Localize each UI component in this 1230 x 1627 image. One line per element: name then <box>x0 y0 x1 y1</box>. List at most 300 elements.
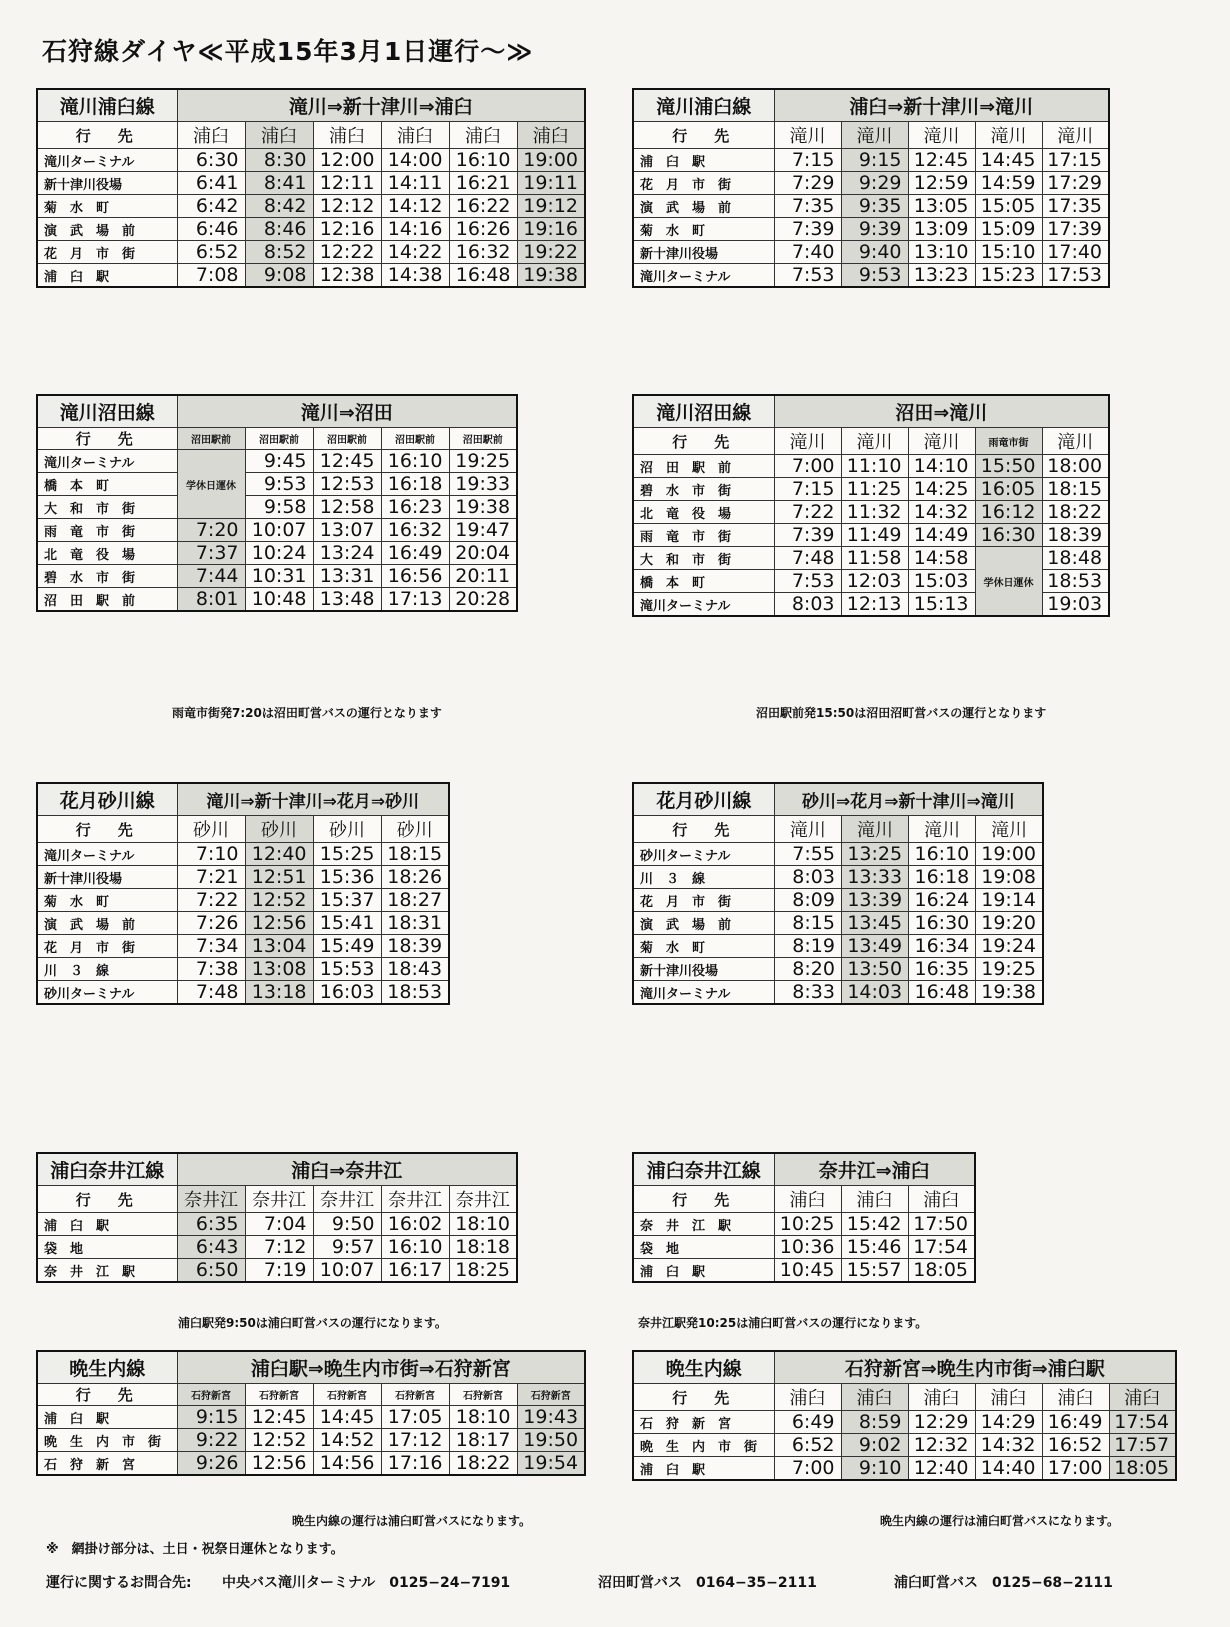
time-cell: 12:45 <box>245 1406 313 1429</box>
dest-cell: 浦臼 <box>841 1186 908 1213</box>
time-cell: 16:48 <box>909 981 976 1005</box>
time-cell: 9:35 <box>841 195 908 218</box>
time-cell: 17:40 <box>1042 241 1109 264</box>
time-cell: 19:25 <box>449 450 517 473</box>
time-cell: 14:45 <box>313 1406 381 1429</box>
dest-cell: 雨竜市街 <box>975 428 1042 455</box>
time-cell: 19:03 <box>1042 593 1109 617</box>
time-cell: 18:53 <box>1042 570 1109 593</box>
time-cell: 9:26 <box>177 1452 245 1476</box>
stop-name: 沼 田 駅 前 <box>633 455 774 478</box>
time-cell: 18:53 <box>381 981 449 1005</box>
dest-cell: 砂川 <box>177 816 245 843</box>
time-cell: 18:10 <box>449 1406 517 1429</box>
dest-cell: 奈井江 <box>245 1186 313 1213</box>
time-cell: 16:49 <box>1042 1411 1109 1434</box>
time-cell: 9:58 <box>245 496 313 519</box>
time-cell: 13:05 <box>908 195 975 218</box>
dest-cell: 浦臼 <box>517 122 585 149</box>
dest-cell: 砂川 <box>381 816 449 843</box>
time-cell: 8:15 <box>774 912 841 935</box>
time-cell: 18:10 <box>449 1213 517 1236</box>
time-cell: 8:09 <box>774 889 841 912</box>
time-cell: 8:03 <box>774 866 841 889</box>
time-cell: 14:56 <box>313 1452 381 1476</box>
time-cell: 7:34 <box>177 935 245 958</box>
time-cell: 16:32 <box>381 519 449 542</box>
time-cell: 12:52 <box>245 1429 313 1452</box>
timetable-osokinai-inbound <box>632 1350 1177 1481</box>
time-cell: 9:53 <box>841 264 908 288</box>
timetable-takikawa-numata-inbound <box>632 394 1110 617</box>
time-cell: 17:53 <box>1042 264 1109 288</box>
dest-cell: 石狩新宮 <box>449 1384 517 1406</box>
time-cell: 19:38 <box>449 496 517 519</box>
stop-name: 演 武 場 前 <box>37 218 177 241</box>
dest-cell: 沼田駅前 <box>245 428 313 450</box>
dest-cell: 奈井江 <box>381 1186 449 1213</box>
dest-cell: 滝川 <box>1042 428 1109 455</box>
route-name: 花月砂川線 <box>37 783 177 816</box>
stop-name: 浦 臼 駅 <box>633 149 774 172</box>
time-cell: 7:39 <box>774 218 841 241</box>
time-cell: 7:35 <box>774 195 841 218</box>
time-cell: 7:12 <box>245 1236 313 1259</box>
stop-name: 北 竜 役 場 <box>633 501 774 524</box>
time-cell: 14:52 <box>313 1429 381 1452</box>
route-note: 沼田駅前発15:50は沼田沼町営バスの運行となります <box>756 706 1047 720</box>
time-cell: 17:35 <box>1042 195 1109 218</box>
time-cell: 18:39 <box>1042 524 1109 547</box>
time-cell: 13:04 <box>245 935 313 958</box>
time-cell: 16:22 <box>449 195 517 218</box>
time-cell: 15:05 <box>975 195 1042 218</box>
stop-name: 沼 田 駅 前 <box>37 588 177 612</box>
time-cell: 16:10 <box>909 843 976 866</box>
time-cell: 16:56 <box>381 565 449 588</box>
stop-name: 雨 竜 市 街 <box>37 519 177 542</box>
dest-cell: 浦臼 <box>1109 1384 1176 1411</box>
dest-cell: 石狩新宮 <box>245 1384 313 1406</box>
route-name: 滝川沼田線 <box>37 395 177 428</box>
time-cell: 16:12 <box>975 501 1042 524</box>
time-cell: 10:24 <box>245 542 313 565</box>
time-cell: 16:52 <box>1042 1434 1109 1457</box>
time-cell: 17:57 <box>1109 1434 1176 1457</box>
time-cell: 19:43 <box>517 1406 585 1429</box>
time-cell: 7:37 <box>177 542 245 565</box>
time-cell: 16:10 <box>381 1236 449 1259</box>
time-cell: 17:29 <box>1042 172 1109 195</box>
stop-name: 砂川ターミナル <box>633 843 774 866</box>
time-cell: 14:59 <box>975 172 1042 195</box>
time-cell: 9:50 <box>313 1213 381 1236</box>
stop-name: 菊 水 町 <box>633 935 774 958</box>
time-cell: 12:12 <box>313 195 381 218</box>
time-cell: 14:49 <box>908 524 975 547</box>
time-cell: 9:29 <box>841 172 908 195</box>
time-cell: 15:42 <box>841 1213 908 1236</box>
stop-name: 浦 臼 駅 <box>37 264 177 288</box>
stop-name: 石 狩 新 宮 <box>633 1411 774 1434</box>
stop-name: 新十津川役場 <box>633 241 774 264</box>
stop-name: 川 ３ 線 <box>37 958 177 981</box>
time-cell: 11:49 <box>841 524 908 547</box>
stop-name: 袋 地 <box>37 1236 177 1259</box>
time-cell: 19:38 <box>517 264 585 288</box>
stop-name: 奈 井 江 駅 <box>633 1213 774 1236</box>
time-cell: 7:53 <box>774 264 841 288</box>
time-cell: 14:40 <box>975 1457 1042 1481</box>
time-cell: 19:50 <box>517 1429 585 1452</box>
time-cell: 15:10 <box>975 241 1042 264</box>
time-cell: 7:29 <box>774 172 841 195</box>
time-cell: 14:29 <box>975 1411 1042 1434</box>
stop-name: 浦 臼 駅 <box>37 1406 177 1429</box>
stop-name: 新十津川役場 <box>633 958 774 981</box>
dest-cell: 滝川 <box>908 428 975 455</box>
time-cell: 12:40 <box>908 1457 975 1481</box>
time-cell: 19:16 <box>517 218 585 241</box>
stop-name: 花 月 市 街 <box>633 172 774 195</box>
time-cell: 14:45 <box>975 149 1042 172</box>
time-cell: 7:48 <box>774 547 841 570</box>
route-name: 晩生内線 <box>633 1351 774 1384</box>
time-cell: 19:20 <box>976 912 1043 935</box>
time-cell: 19:00 <box>517 149 585 172</box>
stop-name: 晩 生 内 市 街 <box>633 1434 774 1457</box>
dest-cell: 浦臼 <box>381 122 449 149</box>
time-cell: 10:48 <box>245 588 313 612</box>
time-cell: 17:12 <box>381 1429 449 1452</box>
route-note: 晩生内線の運行は浦臼町営バスになります。 <box>292 1514 532 1528</box>
time-cell: 9:40 <box>841 241 908 264</box>
time-cell: 18:27 <box>381 889 449 912</box>
time-cell: 8:01 <box>177 588 245 612</box>
school-holiday-note: 学休日運休 <box>975 547 1042 617</box>
time-cell: 18:17 <box>449 1429 517 1452</box>
stop-name: 橋 本 町 <box>633 570 774 593</box>
dest-cell: 浦臼 <box>908 1384 975 1411</box>
time-cell: 12:53 <box>313 473 381 496</box>
time-cell: 16:26 <box>449 218 517 241</box>
dest-cell: 浦臼 <box>177 122 245 149</box>
time-cell: 14:32 <box>975 1434 1042 1457</box>
dest-cell: 滝川 <box>841 428 908 455</box>
time-cell: 14:16 <box>381 218 449 241</box>
time-cell: 7:40 <box>774 241 841 264</box>
route-direction: 石狩新宮⇒晩生内市街⇒浦臼駅 <box>774 1351 1176 1384</box>
stop-name: 浦 臼 駅 <box>37 1213 177 1236</box>
time-cell: 18:48 <box>1042 547 1109 570</box>
dest-cell: 石狩新宮 <box>381 1384 449 1406</box>
timetable-urausu-naie-outbound <box>36 1152 518 1283</box>
dest-label: 行 先 <box>633 816 774 843</box>
time-cell: 20:28 <box>449 588 517 612</box>
route-direction: 浦臼⇒新十津川⇒滝川 <box>774 89 1109 122</box>
route-note: 浦臼駅発9:50は浦臼町営バスの運行になります。 <box>178 1316 447 1330</box>
timetable-osokinai-outbound <box>36 1350 586 1476</box>
route-direction: 奈井江⇒浦臼 <box>774 1153 975 1186</box>
time-cell: 12:45 <box>313 450 381 473</box>
time-cell: 11:25 <box>841 478 908 501</box>
dest-cell: 浦臼 <box>774 1186 841 1213</box>
time-cell: 7:26 <box>177 912 245 935</box>
time-cell: 19:14 <box>976 889 1043 912</box>
time-cell: 16:49 <box>381 542 449 565</box>
time-cell: 12:03 <box>841 570 908 593</box>
time-cell: 17:54 <box>1109 1411 1176 1434</box>
route-direction: 滝川⇒新十津川⇒浦臼 <box>177 89 585 122</box>
time-cell: 16:21 <box>449 172 517 195</box>
time-cell: 7:39 <box>774 524 841 547</box>
dest-cell: 石狩新宮 <box>517 1384 585 1406</box>
time-cell: 16:18 <box>381 473 449 496</box>
timetable-takikawa-urausu-inbound <box>632 88 1110 288</box>
dest-label: 行 先 <box>37 816 177 843</box>
route-direction: 浦臼⇒奈井江 <box>177 1153 517 1186</box>
timetable-urausu-naie-inbound <box>632 1152 976 1283</box>
route-name: 滝川浦臼線 <box>37 89 177 122</box>
time-cell: 8:20 <box>774 958 841 981</box>
page-title: 石狩線ダイヤ≪平成15年3月1日運行〜≫ <box>42 37 534 66</box>
route-direction: 沼田⇒滝川 <box>774 395 1109 428</box>
time-cell: 14:10 <box>908 455 975 478</box>
time-cell: 16:18 <box>909 866 976 889</box>
time-cell: 12:29 <box>908 1411 975 1434</box>
time-cell: 15:37 <box>313 889 381 912</box>
time-cell: 16:17 <box>381 1259 449 1283</box>
stop-name: 新十津川役場 <box>37 172 177 195</box>
time-cell: 19:33 <box>449 473 517 496</box>
time-cell: 9:02 <box>841 1434 908 1457</box>
route-direction: 浦臼駅⇒晩生内市街⇒石狩新宮 <box>177 1351 585 1384</box>
time-cell: 15:41 <box>313 912 381 935</box>
time-cell: 16:35 <box>909 958 976 981</box>
dest-cell: 石狩新宮 <box>177 1384 245 1406</box>
time-cell: 14:12 <box>381 195 449 218</box>
dest-cell: 滝川 <box>774 428 841 455</box>
stop-name: 菊 水 町 <box>37 195 177 218</box>
stop-name: 菊 水 町 <box>633 218 774 241</box>
time-cell: 6:52 <box>177 241 245 264</box>
time-cell: 16:10 <box>449 149 517 172</box>
time-cell: 12:40 <box>245 843 313 866</box>
time-cell: 18:18 <box>449 1236 517 1259</box>
time-cell: 18:15 <box>381 843 449 866</box>
time-cell: 18:22 <box>449 1452 517 1476</box>
dest-cell: 滝川 <box>774 816 841 843</box>
time-cell: 9:15 <box>841 149 908 172</box>
time-cell: 13:18 <box>245 981 313 1005</box>
dest-cell: 砂川 <box>245 816 313 843</box>
time-cell: 14:32 <box>908 501 975 524</box>
dest-cell: 沼田駅前 <box>313 428 381 450</box>
time-cell: 14:25 <box>908 478 975 501</box>
time-cell: 12:00 <box>313 149 381 172</box>
time-cell: 10:25 <box>774 1213 841 1236</box>
route-direction: 滝川⇒新十津川⇒花月⇒砂川 <box>177 783 449 816</box>
stop-name: 新十津川役場 <box>37 866 177 889</box>
time-cell: 14:11 <box>381 172 449 195</box>
dest-cell: 浦臼 <box>1042 1384 1109 1411</box>
stop-name: 滝川ターミナル <box>633 981 774 1005</box>
stop-name: 大 和 市 街 <box>37 496 177 519</box>
time-cell: 9:10 <box>841 1457 908 1481</box>
time-cell: 18:43 <box>381 958 449 981</box>
dest-label: 行 先 <box>37 1186 177 1213</box>
time-cell: 11:58 <box>841 547 908 570</box>
time-cell: 15:46 <box>841 1236 908 1259</box>
time-cell: 7:38 <box>177 958 245 981</box>
route-name: 滝川沼田線 <box>633 395 774 428</box>
time-cell: 15:03 <box>908 570 975 593</box>
stop-name: 石 狩 新 宮 <box>37 1452 177 1476</box>
time-cell: 10:07 <box>313 1259 381 1283</box>
time-cell: 18:05 <box>908 1259 975 1283</box>
timetable-takikawa-urausu-outbound <box>36 88 586 288</box>
time-cell: 12:32 <box>908 1434 975 1457</box>
time-cell: 17:13 <box>381 588 449 612</box>
stop-name: 浦 臼 駅 <box>633 1259 774 1283</box>
time-cell: 13:33 <box>841 866 908 889</box>
time-cell: 16:30 <box>909 912 976 935</box>
time-cell: 8:59 <box>841 1411 908 1434</box>
stop-name: 晩 生 内 市 街 <box>37 1429 177 1452</box>
time-cell: 6:50 <box>177 1259 245 1283</box>
time-cell: 16:10 <box>381 450 449 473</box>
time-cell: 7:55 <box>774 843 841 866</box>
time-cell: 6:52 <box>774 1434 841 1457</box>
time-cell: 15:36 <box>313 866 381 889</box>
time-cell: 13:23 <box>908 264 975 288</box>
stop-name: 川 ３ 線 <box>633 866 774 889</box>
dest-cell: 沼田駅前 <box>381 428 449 450</box>
time-cell: 18:22 <box>1042 501 1109 524</box>
dest-label: 行 先 <box>37 1384 177 1406</box>
dest-cell: 砂川 <box>313 816 381 843</box>
dest-cell: 浦臼 <box>449 122 517 149</box>
time-cell: 19:12 <box>517 195 585 218</box>
time-cell: 7:15 <box>774 149 841 172</box>
time-cell: 12:45 <box>908 149 975 172</box>
dest-label: 行 先 <box>633 1384 774 1411</box>
time-cell: 7:48 <box>177 981 245 1005</box>
time-cell: 17:05 <box>381 1406 449 1429</box>
time-cell: 17:00 <box>1042 1457 1109 1481</box>
time-cell: 7:21 <box>177 866 245 889</box>
dest-label: 行 先 <box>37 428 177 450</box>
time-cell: 18:39 <box>381 935 449 958</box>
dest-cell: 滝川 <box>908 122 975 149</box>
time-cell: 13:48 <box>313 588 381 612</box>
stop-name: 演 武 場 前 <box>37 912 177 935</box>
time-cell: 6:43 <box>177 1236 245 1259</box>
time-cell: 15:53 <box>313 958 381 981</box>
time-cell: 19:00 <box>976 843 1043 866</box>
time-cell: 19:47 <box>449 519 517 542</box>
time-cell: 19:24 <box>976 935 1043 958</box>
time-cell: 10:45 <box>774 1259 841 1283</box>
time-cell: 12:59 <box>908 172 975 195</box>
timetable-kagetsu-sunagawa-inbound <box>632 782 1044 1005</box>
time-cell: 17:15 <box>1042 149 1109 172</box>
time-cell: 8:46 <box>245 218 313 241</box>
time-cell: 19:25 <box>976 958 1043 981</box>
time-cell: 12:52 <box>245 889 313 912</box>
time-cell: 7:08 <box>177 264 245 288</box>
time-cell: 12:38 <box>313 264 381 288</box>
time-cell: 15:25 <box>313 843 381 866</box>
time-cell: 10:36 <box>774 1236 841 1259</box>
dest-cell: 浦臼 <box>245 122 313 149</box>
dest-cell: 滝川 <box>774 122 841 149</box>
time-cell: 12:58 <box>313 496 381 519</box>
dest-label: 行 先 <box>633 428 774 455</box>
dest-cell: 石狩新宮 <box>313 1384 381 1406</box>
time-cell: 14:38 <box>381 264 449 288</box>
contact-chuo-bus: 中央バス滝川ターミナル 0125−24−7191 <box>222 1575 511 1591</box>
contact-numata-bus: 沼田町営バス 0164−35−2111 <box>598 1575 817 1591</box>
stop-name: 砂川ターミナル <box>37 981 177 1005</box>
timetable-takikawa-numata-outbound <box>36 394 518 612</box>
time-cell: 15:57 <box>841 1259 908 1283</box>
time-cell: 18:25 <box>449 1259 517 1283</box>
time-cell: 19:22 <box>517 241 585 264</box>
time-cell: 19:38 <box>976 981 1043 1005</box>
time-cell: 10:07 <box>245 519 313 542</box>
time-cell: 15:49 <box>313 935 381 958</box>
time-cell: 16:32 <box>449 241 517 264</box>
dest-cell: 奈井江 <box>313 1186 381 1213</box>
time-cell: 6:42 <box>177 195 245 218</box>
time-cell: 7:15 <box>774 478 841 501</box>
weekend-note: ※ 網掛け部分は、土日・祝祭日運休となります。 <box>46 1542 344 1557</box>
time-cell: 17:39 <box>1042 218 1109 241</box>
time-cell: 18:00 <box>1042 455 1109 478</box>
time-cell: 20:11 <box>449 565 517 588</box>
time-cell: 13:39 <box>841 889 908 912</box>
time-cell: 6:30 <box>177 149 245 172</box>
time-cell: 12:56 <box>245 1452 313 1476</box>
dest-cell: 滝川 <box>841 816 908 843</box>
time-cell: 13:50 <box>841 958 908 981</box>
dest-cell: 沼田駅前 <box>177 428 245 450</box>
route-name: 晩生内線 <box>37 1351 177 1384</box>
time-cell: 9:08 <box>245 264 313 288</box>
time-cell: 17:54 <box>908 1236 975 1259</box>
dest-cell: 滝川 <box>909 816 976 843</box>
stop-name: 滝川ターミナル <box>37 149 177 172</box>
time-cell: 18:15 <box>1042 478 1109 501</box>
stop-name: 碧 水 市 街 <box>633 478 774 501</box>
timetable-kagetsu-sunagawa-outbound <box>36 782 450 1005</box>
time-cell: 14:03 <box>841 981 908 1005</box>
stop-name: 花 月 市 街 <box>37 935 177 958</box>
dest-cell: 滝川 <box>975 122 1042 149</box>
stop-name: 浦 臼 駅 <box>633 1457 774 1481</box>
time-cell: 13:24 <box>313 542 381 565</box>
time-cell: 12:11 <box>313 172 381 195</box>
time-cell: 8:41 <box>245 172 313 195</box>
school-holiday-note: 学休日運休 <box>177 450 245 519</box>
time-cell: 18:26 <box>381 866 449 889</box>
dest-cell: 浦臼 <box>975 1384 1042 1411</box>
time-cell: 8:33 <box>774 981 841 1005</box>
time-cell: 7:44 <box>177 565 245 588</box>
stop-name: 奈 井 江 駅 <box>37 1259 177 1283</box>
time-cell: 16:24 <box>909 889 976 912</box>
